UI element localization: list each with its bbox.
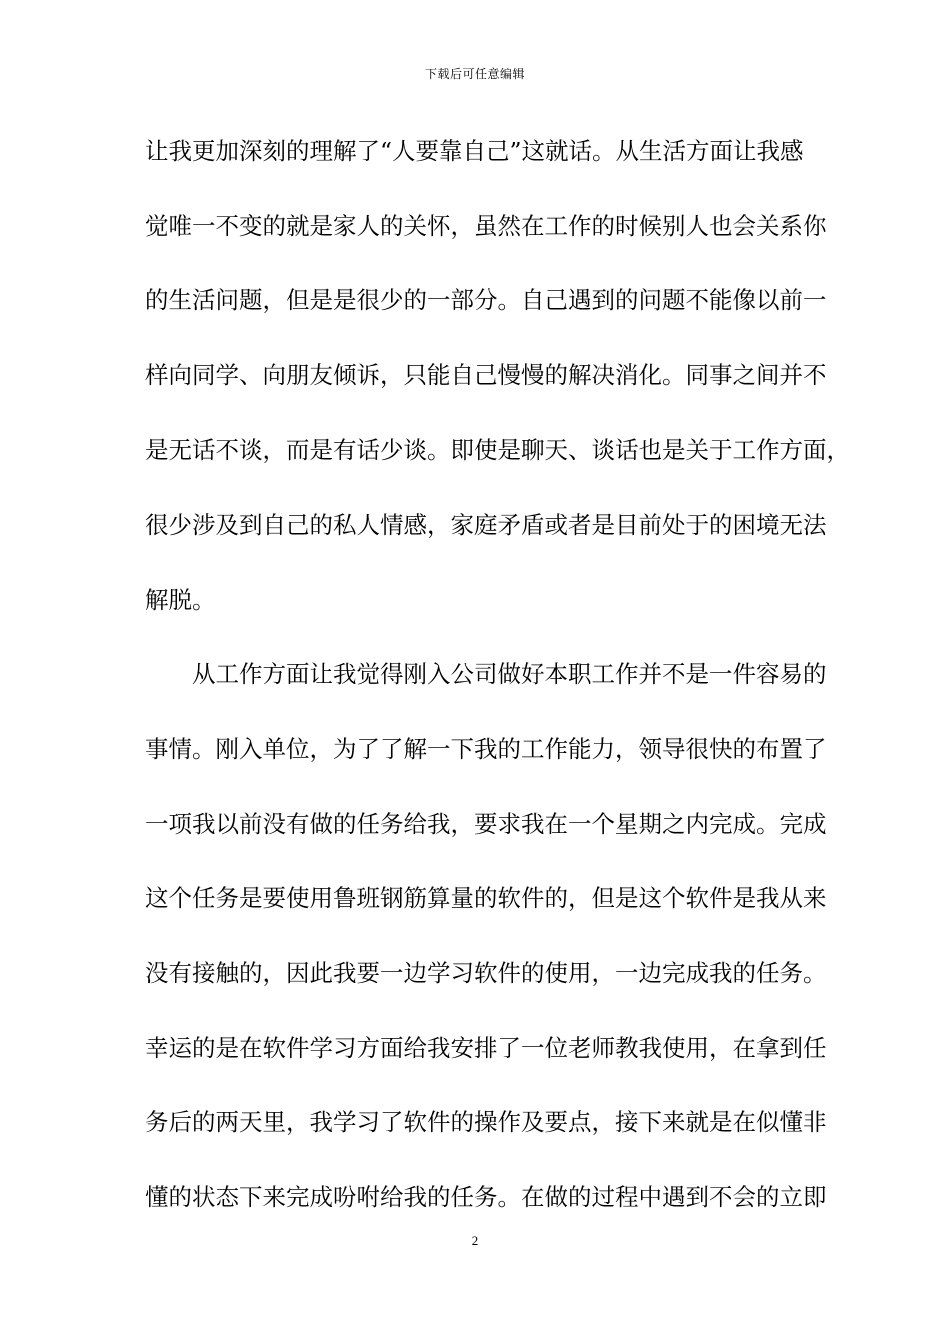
page-header: 下载后可任意编辑 [424, 67, 525, 81]
page-number: 2 [471, 1233, 479, 1248]
body-line: 懂的状态下来完成吩咐给我的任务。在做的过程中遇到不会的立即 [145, 1183, 827, 1211]
body-line: 一项我以前没有做的任务给我，要求我在一个星期之内完成。完成 [145, 810, 827, 838]
body-line: 务后的两天里，我学习了软件的操作及要点，接下来就是在似懂非 [145, 1108, 827, 1136]
paragraph-first-line: 从工作方面让我觉得刚入公司做好本职工作并不是一件容易的 [192, 660, 827, 688]
body-line: 事情。刚入单位，为了了解一下我的工作能力，领导很快的布置了 [145, 735, 827, 763]
body-line: 是无话不谈，而是有话少谈。即使是聊天、谈话也是关于工作方面， [145, 436, 850, 464]
body-line: 这个任务是要使用鲁班钢筋算量的软件的，但是这个软件是我从来 [145, 884, 827, 912]
body-line: 觉唯一不变的就是家人的关怀，虽然在工作的时候别人也会关系你 [145, 212, 827, 240]
body-line: 让我更加深刻的理解了“人要靠自己”这就话。从生活方面让我感 [145, 137, 804, 165]
body-line: 的生活问题，但是是很少的一部分。自己遇到的问题不能像以前一 [145, 286, 827, 314]
body-line: 幸运的是在软件学习方面给我安排了一位老师教我使用，在拿到任 [145, 1034, 827, 1062]
body-line: 样向同学、向朋友倾诉，只能自己慢慢的解决消化。同事之间并不 [145, 361, 827, 389]
body-line: 很少涉及到自己的私人情感，家庭矛盾或者是目前处于的困境无法 [145, 511, 827, 539]
body-line: 没有接触的，因此我要一边学习软件的使用，一边完成我的任务。 [145, 959, 827, 987]
body-line: 解脱。 [145, 586, 216, 614]
